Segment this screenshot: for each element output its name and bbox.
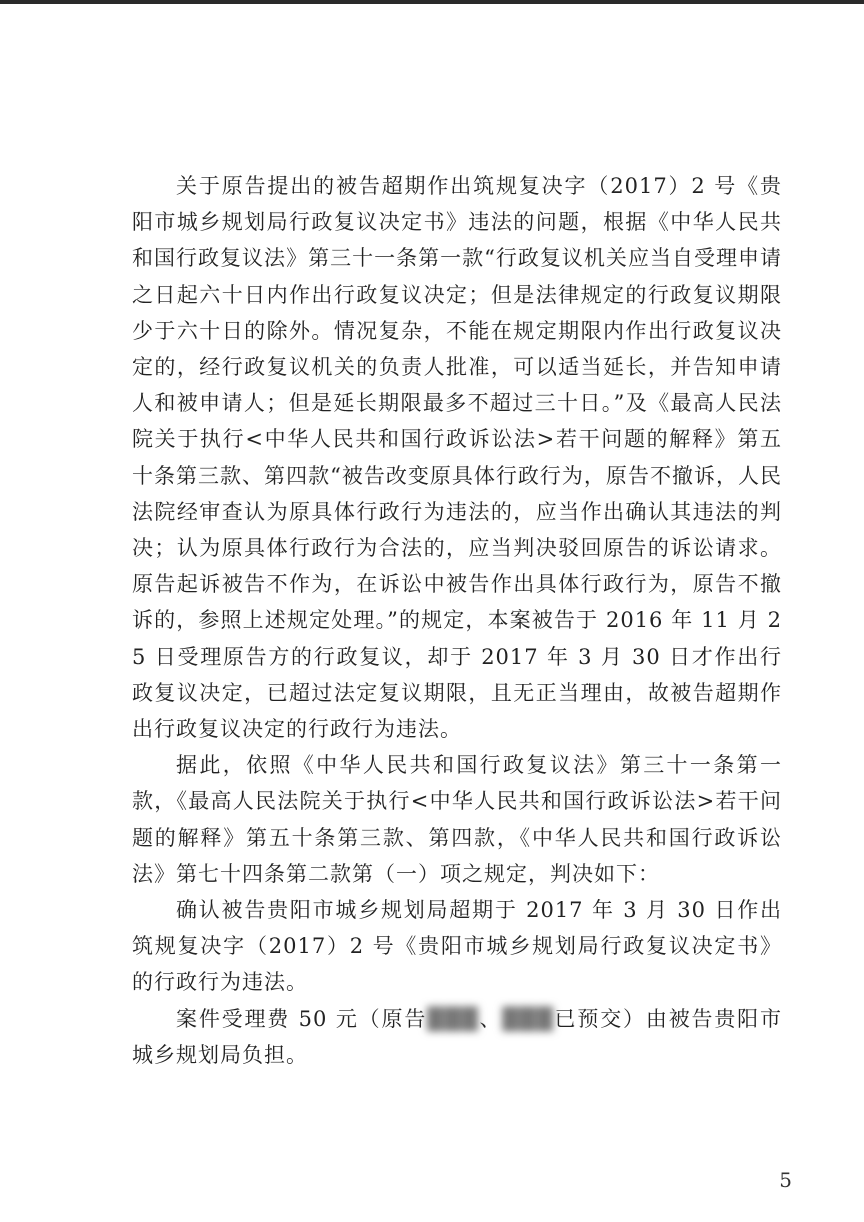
court-fee-separator: 、 [478,1006,503,1031]
paragraph-overdue-review-issue: 关于原告提出的被告超期作出筑规复决字（2017）2 号《贵阳市城乡规划局行政复议决定书》违法的问题，根据《中华人民共和国行政复议法》第三十一条第一款“行政复议机关应当自受理申请之日起六十日内作出行政复议决定；但是法律规定的行政复议期限少于六十日的除外。情况复杂，不能在规定期限内作出行政复议决定的，经行政复议机关的负责人批准，可以适当延长，并告知申请人和被申请人；但是延长期限最多不超过三十日。”及《最高人民法院关于执行<中华人民共和国行政诉讼法>若干问题的解释》第五十条第三款、第四款“被告改变原具体行政行为，原告不撤诉，人民法院经审查认为原具体行政行为违法的，应当作出确认其违法的判决；认为原具体行政行为合法的，应当判决驳回原告的诉讼请求。原告起诉被告不作为，在诉讼中被告作出具体行政行为，原告不撤诉的，参照上述规定处理。”的规定，本案被告于 2016 年 11 月 25 日受理原告方的行政复议，却于 2017 年 3 月 30 日才作出行政复议决定，已超过法定复议期限，且无正当理由，故被告超期作出行政复议决定的行政行为违法。 [132,174,782,742]
paragraph-legal-basis: 据此，依照《中华人民共和国行政复议法》第三十一条第一款，《最高人民法院关于执行<中华人民共和国行政诉讼法>若干问题的解释》第五十条第三款、第四款，《中华人民共和国行政诉讼法》第七十四条第二款第（一）项之规定，判决如下： [132,753,782,886]
document-body [132,168,782,1073]
page-number: 5 [779,1168,792,1192]
paragraph-court-fee [132,1001,782,1073]
court-fee-text-before: 案件受理费 50 元（原告 [176,1006,428,1031]
paragraph-judgment: 确认被告贵阳市城乡规划局超期于 2017 年 3 月 30 日作出筑规复决字（2017）2 号《贵阳市城乡规划局行政复议决定书》的行政行为违法。 [132,898,782,995]
redacted-plaintiff-name-2: ███ [502,1006,554,1031]
scan-top-edge [0,0,864,4]
redacted-plaintiff-name-1: ███ [427,1006,479,1031]
court-fee-text-after: 已预交）由被告贵阳市城乡规划局负担。 [132,1006,783,1067]
